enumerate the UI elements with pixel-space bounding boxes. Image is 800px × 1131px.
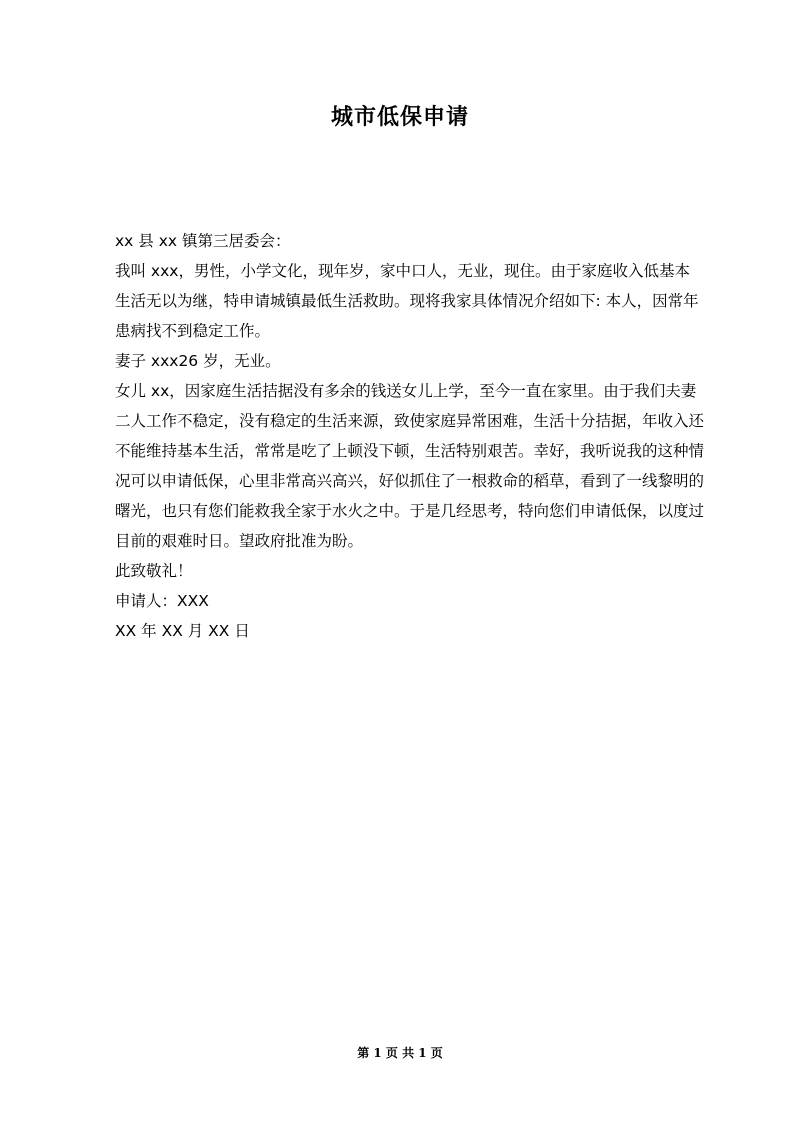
paragraph-self-intro: 我叫 xxx，男性，小学文化，现年岁，家中口人，无业，现住。由于家庭收入低基本生活无以为继，特申请城镇最低生活救助。现将我家具体情况介绍如下: 本人，因常年患病找不到稳定工作。 [115, 262, 699, 340]
paragraph-daughter: 女儿 xx，因家庭生活拮据没有多余的钱送女儿上学，至今一直在家里。由于我们夫妻二人工作不稳定，没有稳定的生活来源，致使家庭异常困难，生活十分拮据，年收入还不能维持基本生活，常常是吃了上顿没下顿，生活特别艰苦。幸好，我听说我的这种情况可以申请低保，心里非常高兴高兴，好似抓住了一根救命的稻草，看到了一线黎明的曙光，也只有您们能救我全家于水火之中。于是几经思考，特向您们申请低保，以度过目前的艰难时日。望政府批准为盼。 [115, 382, 705, 550]
date-line: XX 年 XX 月 XX 日 [115, 622, 250, 640]
applicant-line: 申请人：XXX [115, 592, 209, 610]
closing: 此致敬礼！ [115, 562, 193, 580]
salutation: xx 县 xx 镇第三居委会： [115, 232, 291, 250]
paragraph-wife: 妻子 xxx26 岁，无业。 [115, 352, 281, 370]
document-body [115, 226, 705, 646]
document-title: 城市低保申请 [330, 105, 469, 130]
page-number: 第 1 页 共 1 页 [357, 1046, 443, 1060]
